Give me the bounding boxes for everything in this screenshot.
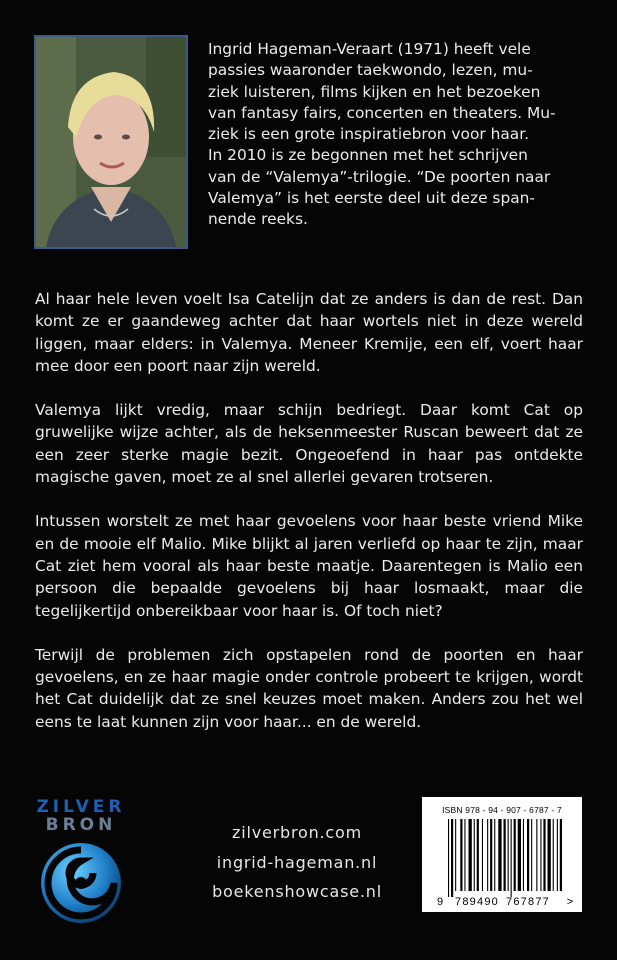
book-blurb xyxy=(35,288,583,755)
barcode-bar xyxy=(451,819,453,897)
blurb-paragraph: Valemya lijkt vredig, maar schijn bedriegt. Daar komt Cat op gruwelijke wijze achter, als de heksenmeester Ruscan beweert dat ze een zeer sterke magie bezit. Ongeoefend in haar pas ontdekte magische gaven, moet ze al snel allerlei gevaren trotseren. xyxy=(35,401,583,487)
author-portrait-image xyxy=(36,37,186,247)
barcode-bar xyxy=(448,819,449,897)
barcode-bar xyxy=(543,819,545,891)
bio-line: nende reeks. xyxy=(208,210,308,229)
barcode-bar xyxy=(460,819,462,891)
blurb-paragraph: Al haar hele leven voelt Isa Catelijn dat ze anders is dan de rest. Dan komt ze er gaandeweg achter dat haar wortels niet in deze wereld liggen, maar elders: in Valemya. Meneer Kremije, een elf, voert haar mee door een poort naar zijn wereld. xyxy=(35,290,583,375)
logo-word-bottom: BRON xyxy=(45,815,117,835)
link-boekenshowcase[interactable]: boekenshowcase.nl xyxy=(212,882,382,901)
barcode-bar xyxy=(487,819,488,891)
isbn-label: ISBN 978 - 94 - 907 - 6787 - 7 xyxy=(442,805,562,815)
website-links xyxy=(192,818,402,907)
barcode-bar xyxy=(536,819,537,891)
barcode-bar xyxy=(531,819,532,891)
barcode-digit-first: 9 xyxy=(436,896,444,908)
author-photo xyxy=(34,35,188,249)
barcode-bar xyxy=(477,819,479,891)
barcode-bar xyxy=(514,819,516,891)
bio-line: Valemya” is het eerste deel uit deze span- xyxy=(208,189,535,208)
swirl-logo-icon xyxy=(38,840,124,926)
barcode-digits-left: 789490 xyxy=(455,896,499,908)
barcode-bar xyxy=(548,819,551,891)
barcode-bar xyxy=(553,819,554,891)
barcode-bar xyxy=(494,819,495,891)
blurb-paragraph: Terwijl de problemen zich opstapelen rond de poorten en haar gevoelens, en ze haar magie onder controle probeert te krijgen, wordt het Cat duidelijk dat ze snel keuzes moet maken. Anders zou het wel eens te laat kunnen zijn voor haar... en de wereld. xyxy=(35,645,583,731)
barcode-digits-right: 767877 xyxy=(506,896,550,908)
link-zilverbron[interactable]: zilverbron.com xyxy=(232,823,362,842)
bio-line: ziek luisteren, films kijken en het bezoeken xyxy=(208,82,541,101)
isbn-barcode xyxy=(422,797,582,912)
barcode-graphic xyxy=(422,797,582,912)
bio-line: ziek is een grote inspiratiebron voor haar. xyxy=(208,125,530,144)
author-bio xyxy=(208,39,584,231)
bio-line: Ingrid Hageman-Veraart (1971) heeft vele xyxy=(208,40,531,58)
blurb-paragraph: Intussen worstelt ze met haar gevoelens voor haar beste vriend Mike en de mooie elf Malio. Mike blijkt al jaren verliefd op haar te zijn, maar Cat ziet hem vooral als haar beste maatje. Daarentegen is Malio een persoon die bepaalde gevoelens bij haar losmaakt, maar die tegelijkertijd onbereikbaar voor haar is. Of toch niet? xyxy=(35,512,583,620)
barcode-bar xyxy=(511,819,512,897)
bio-line: passies waaronder taekwondo, lezen, mu- xyxy=(208,61,533,80)
barcode-bar xyxy=(540,819,541,891)
barcode-bar xyxy=(527,819,529,891)
logo-word-top: ZILVER xyxy=(36,797,126,817)
bio-line: van de “Valemya”-trilogie. “De poorten naar xyxy=(208,167,551,186)
barcode-bar xyxy=(482,819,483,891)
barcode-bar xyxy=(560,819,562,891)
barcode-bar xyxy=(469,819,472,891)
publisher-logo xyxy=(33,798,129,928)
barcode-bar xyxy=(508,819,509,891)
bio-line: In 2010 is ze begonnen met het schrijven xyxy=(208,146,528,165)
barcode-bar xyxy=(504,819,506,891)
barcode-bar xyxy=(490,819,492,891)
barcode-bar xyxy=(464,819,465,891)
barcode-arrow: > xyxy=(566,896,574,908)
barcode-bar xyxy=(518,819,521,891)
link-ingrid-hageman[interactable]: ingrid-hageman.nl xyxy=(216,852,378,872)
barcode-bar xyxy=(474,819,475,891)
barcode-bar xyxy=(498,819,501,891)
bio-line: van fantasy fairs, concerten en theaters. Mu- xyxy=(208,103,556,122)
barcode-bar xyxy=(557,819,558,891)
barcode-bar xyxy=(523,819,524,891)
barcode-bar xyxy=(455,819,456,891)
